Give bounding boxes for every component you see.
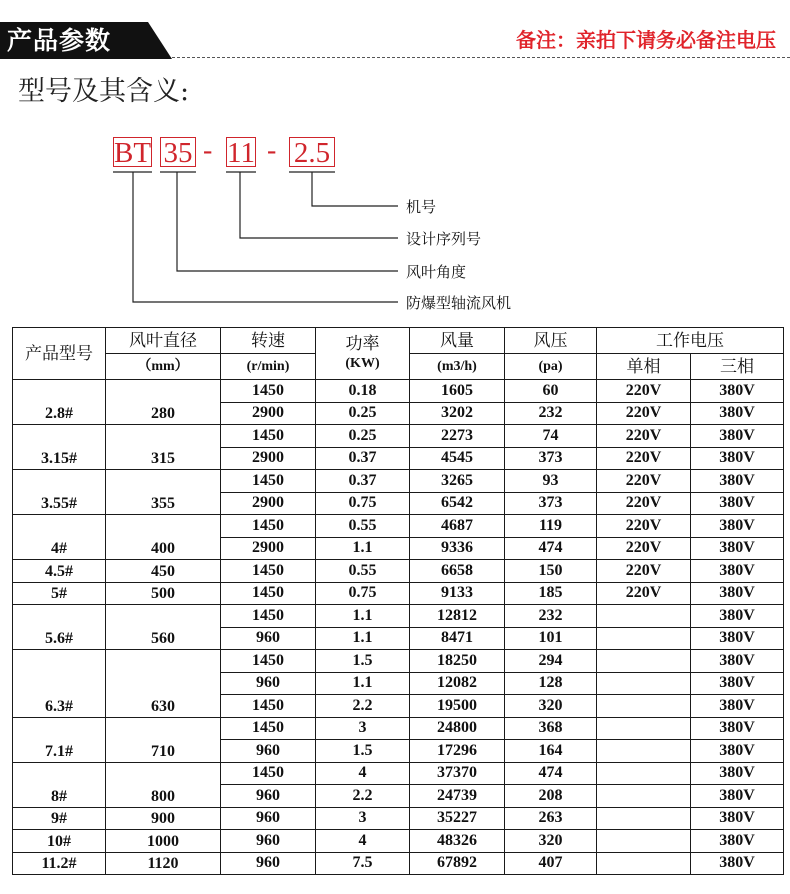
cell-model: 5.6# bbox=[13, 605, 106, 650]
cell-power: 0.75 bbox=[316, 582, 410, 605]
cell-pressure: 474 bbox=[505, 537, 597, 560]
cell-diameter: 450 bbox=[106, 560, 221, 583]
cell-model: 8# bbox=[13, 762, 106, 807]
cell-three: 380V bbox=[691, 627, 784, 650]
cell-speed: 960 bbox=[221, 785, 316, 808]
header-power-unit: (KW) bbox=[345, 355, 380, 371]
cell-power: 4 bbox=[316, 830, 410, 853]
cell-three: 380V bbox=[691, 515, 784, 538]
cell-pressure: 185 bbox=[505, 582, 597, 605]
cell-speed: 1450 bbox=[221, 560, 316, 583]
cell-diameter: 710 bbox=[106, 717, 221, 762]
cell-power: 0.18 bbox=[316, 380, 410, 403]
cell-model: 4# bbox=[13, 515, 106, 560]
cell-pressure: 60 bbox=[505, 380, 597, 403]
model-dash: - bbox=[267, 135, 277, 166]
cell-diameter: 315 bbox=[106, 425, 221, 470]
cell-power: 1.1 bbox=[316, 672, 410, 695]
cell-diameter: 500 bbox=[106, 582, 221, 605]
cell-power: 1.5 bbox=[316, 650, 410, 673]
cell-pressure: 373 bbox=[505, 447, 597, 470]
cell-model: 10# bbox=[13, 830, 106, 853]
cell-three: 380V bbox=[691, 650, 784, 673]
cell-three: 380V bbox=[691, 582, 784, 605]
legend-blade-angle: 风叶角度 bbox=[406, 263, 467, 281]
cell-flow: 1605 bbox=[410, 380, 505, 403]
cell-three: 380V bbox=[691, 492, 784, 515]
cell-flow: 24739 bbox=[410, 785, 505, 808]
legend-design-series: 设计序列号 bbox=[406, 230, 482, 248]
cell-single bbox=[597, 807, 691, 830]
cell-power: 1.1 bbox=[316, 627, 410, 650]
table-row bbox=[13, 380, 784, 403]
cell-pressure: 407 bbox=[505, 852, 597, 875]
header-flow-unit: (m3/h) bbox=[410, 354, 505, 380]
table-row bbox=[13, 717, 784, 740]
cell-flow: 37370 bbox=[410, 762, 505, 785]
cell-three: 380V bbox=[691, 830, 784, 853]
cell-single: 220V bbox=[597, 380, 691, 403]
cell-power: 7.5 bbox=[316, 852, 410, 875]
cell-flow: 17296 bbox=[410, 740, 505, 763]
table-row bbox=[13, 582, 784, 605]
table-row bbox=[13, 807, 784, 830]
cell-three: 380V bbox=[691, 762, 784, 785]
cell-diameter: 1000 bbox=[106, 830, 221, 853]
cell-power: 1.1 bbox=[316, 605, 410, 628]
cell-speed: 1450 bbox=[221, 470, 316, 493]
cell-speed: 960 bbox=[221, 852, 316, 875]
model-part-angle: 35 bbox=[160, 137, 196, 167]
cell-flow: 9336 bbox=[410, 537, 505, 560]
cell-flow: 3202 bbox=[410, 402, 505, 425]
model-part-design: 11 bbox=[227, 137, 255, 169]
cell-pressure: 232 bbox=[505, 402, 597, 425]
cell-speed: 1450 bbox=[221, 695, 316, 718]
cell-power: 0.75 bbox=[316, 492, 410, 515]
header-pressure-unit: (pa) bbox=[505, 354, 597, 380]
cell-speed: 960 bbox=[221, 807, 316, 830]
cell-flow: 19500 bbox=[410, 695, 505, 718]
header-voltage: 工作电压 bbox=[597, 328, 784, 354]
cell-diameter: 1120 bbox=[106, 852, 221, 875]
header-three-phase: 三相 bbox=[691, 354, 784, 380]
cell-power: 1.1 bbox=[316, 537, 410, 560]
cell-flow: 67892 bbox=[410, 852, 505, 875]
model-dash: - bbox=[203, 135, 213, 166]
cell-three: 380V bbox=[691, 402, 784, 425]
cell-single: 220V bbox=[597, 470, 691, 493]
cell-speed: 960 bbox=[221, 740, 316, 763]
cell-speed: 960 bbox=[221, 830, 316, 853]
cell-model: 4.5# bbox=[13, 560, 106, 583]
cell-pressure: 320 bbox=[505, 830, 597, 853]
table-row bbox=[13, 605, 784, 628]
cell-speed: 1450 bbox=[221, 380, 316, 403]
cell-pressure: 208 bbox=[505, 785, 597, 808]
cell-diameter: 900 bbox=[106, 807, 221, 830]
cell-flow: 35227 bbox=[410, 807, 505, 830]
spec-table-body bbox=[13, 380, 784, 875]
cell-speed: 960 bbox=[221, 672, 316, 695]
cell-single: 220V bbox=[597, 537, 691, 560]
legend-fan-type: 防爆型轴流风机 bbox=[406, 294, 512, 312]
cell-power: 3 bbox=[316, 717, 410, 740]
cell-pressure: 232 bbox=[505, 605, 597, 628]
cell-power: 0.25 bbox=[316, 402, 410, 425]
cell-speed: 1450 bbox=[221, 425, 316, 448]
cell-diameter: 400 bbox=[106, 515, 221, 560]
cell-power: 2.2 bbox=[316, 695, 410, 718]
cell-three: 380V bbox=[691, 425, 784, 448]
cell-three: 380V bbox=[691, 717, 784, 740]
cell-flow: 3265 bbox=[410, 470, 505, 493]
model-meaning-title: 型号及其含义: bbox=[18, 76, 190, 107]
cell-speed: 2900 bbox=[221, 447, 316, 470]
cell-model: 3.55# bbox=[13, 470, 106, 515]
cell-speed: 2900 bbox=[221, 402, 316, 425]
cell-model: 2.8# bbox=[13, 380, 106, 425]
cell-pressure: 128 bbox=[505, 672, 597, 695]
cell-single bbox=[597, 650, 691, 673]
header-power bbox=[316, 328, 410, 380]
cell-single: 220V bbox=[597, 447, 691, 470]
cell-flow: 12812 bbox=[410, 605, 505, 628]
table-row bbox=[13, 650, 784, 673]
spec-table bbox=[12, 327, 784, 875]
header-model: 产品型号 bbox=[13, 328, 106, 380]
cell-pressure: 93 bbox=[505, 470, 597, 493]
cell-single bbox=[597, 740, 691, 763]
section-title: 产品参数 bbox=[7, 26, 112, 55]
cell-model: 5# bbox=[13, 582, 106, 605]
cell-speed: 1450 bbox=[221, 582, 316, 605]
header-single-phase: 单相 bbox=[597, 354, 691, 380]
cell-flow: 4687 bbox=[410, 515, 505, 538]
cell-speed: 1450 bbox=[221, 717, 316, 740]
cell-power: 0.37 bbox=[316, 447, 410, 470]
cell-flow: 12082 bbox=[410, 672, 505, 695]
cell-single bbox=[597, 852, 691, 875]
cell-speed: 1450 bbox=[221, 650, 316, 673]
cell-single bbox=[597, 695, 691, 718]
cell-model: 7.1# bbox=[13, 717, 106, 762]
cell-three: 380V bbox=[691, 560, 784, 583]
cell-power: 0.55 bbox=[316, 560, 410, 583]
cell-pressure: 263 bbox=[505, 807, 597, 830]
cell-power: 0.25 bbox=[316, 425, 410, 448]
cell-flow: 48326 bbox=[410, 830, 505, 853]
cell-flow: 2273 bbox=[410, 425, 505, 448]
cell-diameter: 800 bbox=[106, 762, 221, 807]
cell-speed: 1450 bbox=[221, 515, 316, 538]
cell-three: 380V bbox=[691, 672, 784, 695]
cell-single: 220V bbox=[597, 425, 691, 448]
cell-model: 9# bbox=[13, 807, 106, 830]
cell-single bbox=[597, 717, 691, 740]
cell-pressure: 373 bbox=[505, 492, 597, 515]
cell-flow: 18250 bbox=[410, 650, 505, 673]
cell-speed: 2900 bbox=[221, 492, 316, 515]
header-diameter: 风叶直径 bbox=[106, 328, 221, 354]
cell-single bbox=[597, 762, 691, 785]
model-leader-lines bbox=[0, 0, 790, 330]
cell-three: 380V bbox=[691, 852, 784, 875]
cell-power: 3 bbox=[316, 807, 410, 830]
cell-power: 4 bbox=[316, 762, 410, 785]
cell-diameter: 355 bbox=[106, 470, 221, 515]
header-speed: 转速 bbox=[221, 328, 316, 354]
cell-three: 380V bbox=[691, 447, 784, 470]
voltage-note: 备注：亲拍下请务必备注电压 bbox=[516, 28, 776, 52]
cell-pressure: 474 bbox=[505, 762, 597, 785]
cell-three: 380V bbox=[691, 695, 784, 718]
cell-diameter: 560 bbox=[106, 605, 221, 650]
cell-speed: 960 bbox=[221, 627, 316, 650]
cell-power: 0.37 bbox=[316, 470, 410, 493]
cell-speed: 1450 bbox=[221, 605, 316, 628]
cell-flow: 4545 bbox=[410, 447, 505, 470]
table-row bbox=[13, 560, 784, 583]
header-diameter-unit: （mm） bbox=[106, 354, 221, 380]
cell-speed: 1450 bbox=[221, 762, 316, 785]
cell-diameter: 630 bbox=[106, 650, 221, 718]
cell-model: 3.15# bbox=[13, 425, 106, 470]
cell-single: 220V bbox=[597, 582, 691, 605]
cell-three: 380V bbox=[691, 605, 784, 628]
cell-model: 11.2# bbox=[13, 852, 106, 875]
cell-pressure: 101 bbox=[505, 627, 597, 650]
table-row bbox=[13, 515, 784, 538]
cell-flow: 6658 bbox=[410, 560, 505, 583]
model-part-series: BT bbox=[114, 137, 152, 169]
cell-flow: 24800 bbox=[410, 717, 505, 740]
header-speed-unit: (r/min) bbox=[221, 354, 316, 380]
table-row bbox=[13, 852, 784, 875]
cell-single: 220V bbox=[597, 492, 691, 515]
table-row bbox=[13, 470, 784, 493]
cell-single: 220V bbox=[597, 560, 691, 583]
cell-three: 380V bbox=[691, 740, 784, 763]
cell-three: 380V bbox=[691, 537, 784, 560]
cell-single bbox=[597, 627, 691, 650]
cell-three: 380V bbox=[691, 470, 784, 493]
cell-pressure: 164 bbox=[505, 740, 597, 763]
cell-single bbox=[597, 785, 691, 808]
cell-pressure: 320 bbox=[505, 695, 597, 718]
cell-power: 2.2 bbox=[316, 785, 410, 808]
cell-three: 380V bbox=[691, 785, 784, 808]
cell-pressure: 368 bbox=[505, 717, 597, 740]
cell-flow: 9133 bbox=[410, 582, 505, 605]
cell-flow: 8471 bbox=[410, 627, 505, 650]
legend-size: 机号 bbox=[406, 198, 437, 216]
table-row bbox=[13, 762, 784, 785]
cell-diameter: 280 bbox=[106, 380, 221, 425]
cell-single: 220V bbox=[597, 402, 691, 425]
cell-pressure: 294 bbox=[505, 650, 597, 673]
cell-pressure: 119 bbox=[505, 515, 597, 538]
header-power-label: 功率 bbox=[345, 333, 380, 354]
cell-three: 380V bbox=[691, 380, 784, 403]
cell-power: 0.55 bbox=[316, 515, 410, 538]
header-flow: 风量 bbox=[410, 328, 505, 354]
cell-single bbox=[597, 672, 691, 695]
cell-model: 6.3# bbox=[13, 650, 106, 718]
cell-power: 1.5 bbox=[316, 740, 410, 763]
cell-pressure: 74 bbox=[505, 425, 597, 448]
cell-three: 380V bbox=[691, 807, 784, 830]
header-pressure: 风压 bbox=[505, 328, 597, 354]
model-part-size: 2.5 bbox=[289, 137, 335, 167]
cell-single bbox=[597, 605, 691, 628]
table-row bbox=[13, 425, 784, 448]
cell-speed: 2900 bbox=[221, 537, 316, 560]
cell-single: 220V bbox=[597, 515, 691, 538]
cell-single bbox=[597, 830, 691, 853]
cell-flow: 6542 bbox=[410, 492, 505, 515]
cell-pressure: 150 bbox=[505, 560, 597, 583]
table-row bbox=[13, 830, 784, 853]
